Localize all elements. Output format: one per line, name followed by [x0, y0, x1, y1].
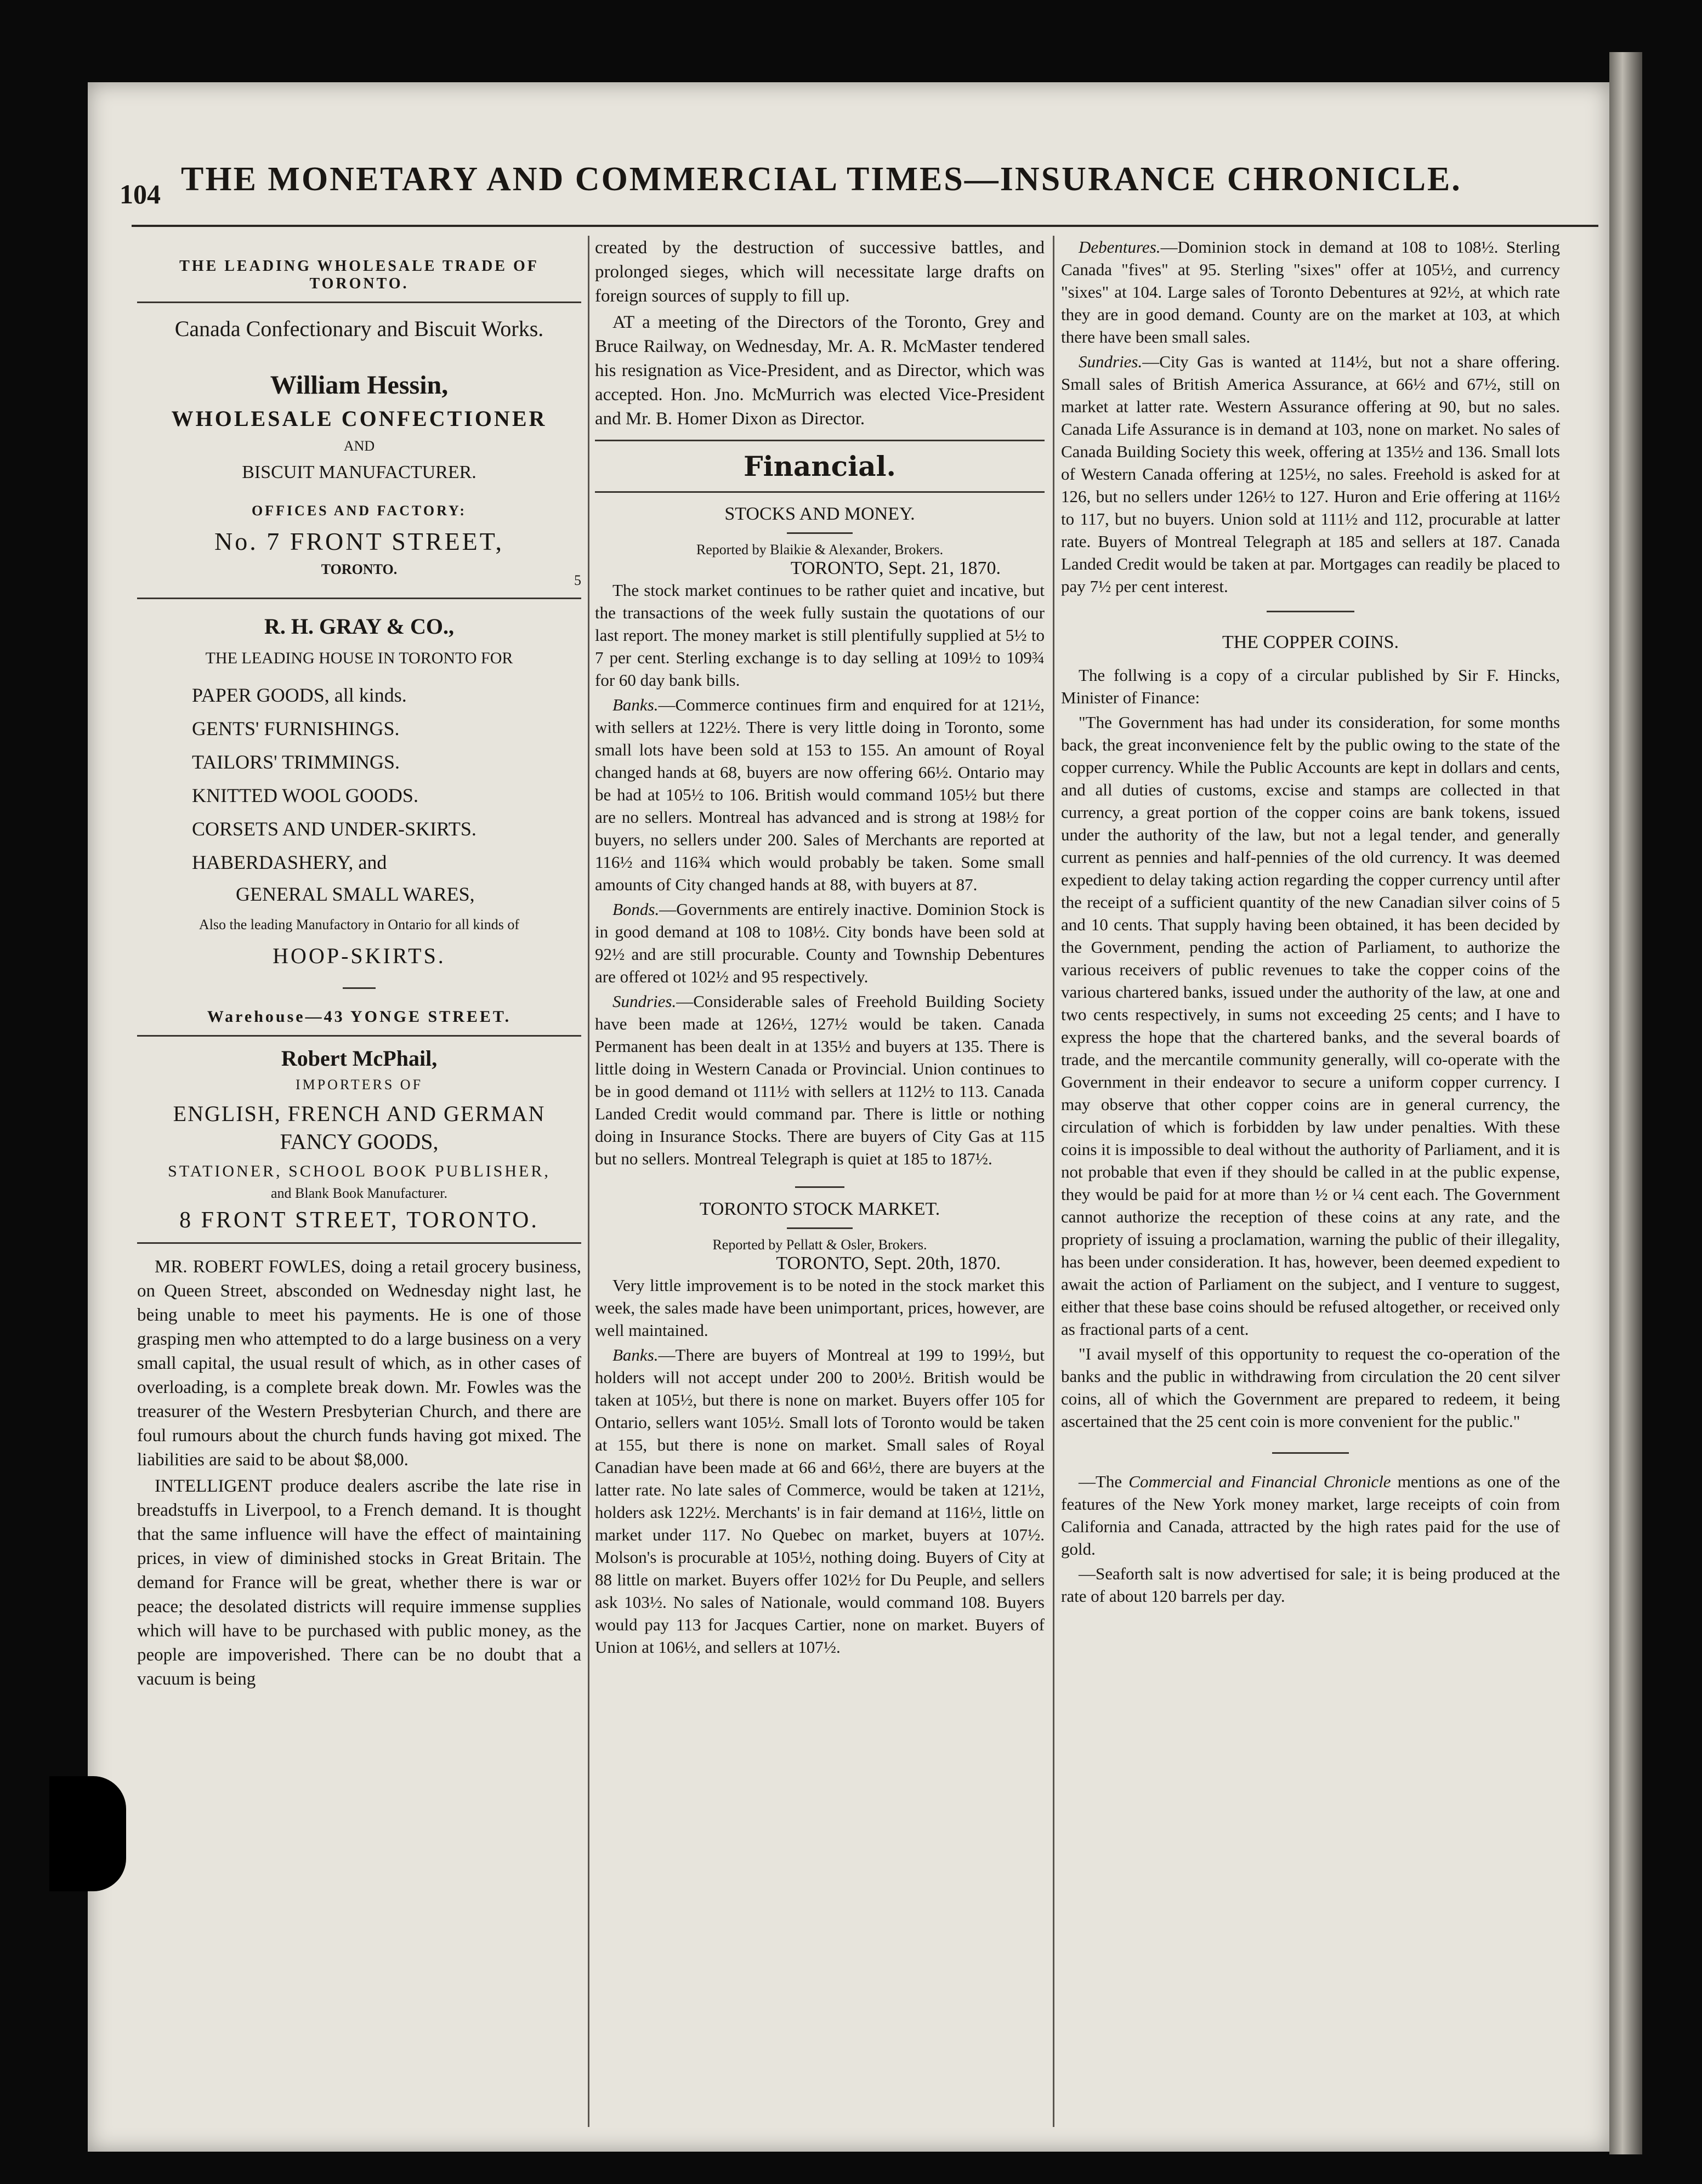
- ad1-works: Canada Confectionary and Biscuit Works.: [174, 316, 544, 341]
- debentures-label: Debentures.: [1079, 237, 1161, 257]
- ad2-subtitle: THE LEADING HOUSE IN TORONTO FOR: [205, 649, 513, 667]
- ad2-item-list: [192, 679, 581, 879]
- page-number: 104: [120, 179, 161, 209]
- column-copper-coins: [1061, 236, 1560, 2127]
- paragraph-railway-meeting: AT a meeting of the Directors of the Toronto, Grey and Bruce Railway, on Wednesday, Mr. A. R. McMaster tendered his resignation as Vice-President, and as Director, which was accepted. Hon. Jno. McMurrich was elected Vice-President and Mr. B. Homer Dixon as Director.: [595, 312, 1045, 429]
- item-fowles: MR. ROBERT FOWLES, doing a retail grocery business, on Queen Street, absconded on Wednesday night last, he being unable to meet his payments. He is one of those grasping men who attempted to do a large business on a very small capital, the usual result of which, as in other cases of overloading, is a complete break down. Mr. Fowles was the treasurer of the Western Presbyterian Church, and there are foul rumours about the church funds having got mixed. The liabilities are said to be about $8,000.: [137, 1257, 581, 1470]
- news-items: [137, 1255, 581, 1691]
- sundries-label: Sundries.: [1079, 352, 1143, 371]
- ad3-importers: IMPORTERS OF: [295, 1077, 423, 1093]
- running-head: THE MONETARY AND COMMERCIAL TIMES—INSURANCE CHRONICLE.: [181, 161, 1462, 198]
- ad2-item: CORSETS AND UNDER-SKIRTS.: [192, 818, 476, 840]
- ad1-city: TORONTO.: [321, 561, 398, 577]
- ad3-line2: FANCY GOODS,: [280, 1129, 439, 1154]
- ad3-address: 8 FRONT STREET, TORONTO.: [179, 1208, 539, 1233]
- copper-circular: "The Government has had under its consideration, for some months back, the great inconvenience felt by the public owing to the state of the copper currency. While the Public Accounts are kept in dollars and cents, and all duties of customs, excise and stamps are collected in that currency, a great portion of the copper coins are bank tokens, issued under the authority of the law, but not a legal tender, and generally current as pennies and half-pennies of the old currency. It was deemed expedient to delay taking action regarding the copper currency until after the receipt of a sufficient quantity of the new Canadian silver coins of 5 and 10 cents. That supply having been obtained, it has been decided by the Government, pending the action of Parliament, to authorize the various receivers of public revenues to take the copper coins of the various chartered banks, issued under the authority of the law, at one and two cents respectively, in sums not exceeding 25 cents; and I have to express the hope that the chartered banks, and the several boards of trade, and the mercantile community generally, will co-operate with the Government in their endeavor to secure a uniform copper currency. I may observe that other copper coins are in general currency, the circulation of which is forbidden by law under penalties. With these coins it is impossible to deal without the authority of Parliament, and it is not probable that even if they should be called in at the public expense, they would be paid for at more than ½ or ¼ cent each. The Government cannot authorize the reception of these coins at any rate, and the propriety of issuing a proclamation, warning the public of their illegality, has been under consideration. It has, however, been deemed expedient to await the action of Parliament on the subject, and I venture to suggest, either that these base coins should be refused altogether, or received only as fractional parts of a cent.: [1061, 713, 1560, 1339]
- column-rule-2: [1053, 236, 1054, 2127]
- tsm-banks-label: Banks.: [612, 1345, 659, 1364]
- sundries: Sundries.—City Gas is wanted at 114½, but not a share offering. Small sales of British America Assurance, at 66½ and 67½, still on market at latter rate. Western Assurance offering at 90, but no sales. Canada Life Assurance is in demand at 103, none on market. No sales of Canada Building Society this week, offering at 135½ and 136. Small lots of Western Canada offering at 125½, no sales. Freehold is asked for at 126, but no sellers under 126½ to 127. Huron and Erie offering at 116½ to 117, but no buyers. Union sold at 111½ and 112, procurable at latter rate. Buyers of Montreal Telegraph at 185 and sellers at 187. Canada Landed Credit would be taken at par. Mortgages can readily be placed to pay 7½ per cent interest.: [1061, 352, 1560, 596]
- ads-banner: THE LEADING WHOLESALE TRADE OF TORONTO.: [179, 258, 539, 292]
- section-title: Financial.: [744, 450, 896, 482]
- ad2-item: TAILORS' TRIMMINGS.: [192, 751, 400, 773]
- ad2-wares: GENERAL SMALL WARES,: [236, 883, 475, 905]
- stocks-title: STOCKS AND MONEY.: [724, 504, 915, 524]
- ad1-number: 5: [574, 572, 581, 588]
- ad2-also: Also the leading Manufactory in Ontario for all kinds of: [198, 917, 520, 932]
- note-chronicle: —The Commercial and Financial Chronicle mentions as one of the features of the New York money market, large receipts of coin from California and Canada, attracted by the high rates paid for the use of gold.: [1061, 1472, 1560, 1559]
- ad3-line3: STATIONER, SCHOOL BOOK PUBLISHER,: [168, 1162, 551, 1180]
- ad1-offices: OFFICES AND FACTORY:: [251, 503, 467, 519]
- ad3-line1: ENGLISH, FRENCH AND GERMAN: [173, 1101, 546, 1126]
- stocks-sundries: Sundries.—Considerable sales of Freehold Building Society have been made at 126½, 127½ would be taken. Canada Permanent has been dealt in at 135½ and buyers at 135. There is little doing in Western Canada or Provincial. Union continues to be in good demand ot 111½ with sellers at 112½ to 113. Canada Landed Credit would command par. There is little or nothing doing in Insurance Stocks. There are buyers of City Gas at 115 but no sellers. Montreal Telegraph is quiet at 185 to 187½.: [595, 992, 1045, 1168]
- column-advertisements: [137, 236, 581, 2127]
- stocks-intro: The stock market continues to be rather quiet and incative, but the transactions of the week fully sustain the quotations of our last report. The money market is still plentifully supplied at 5½ to 7 per cent. Sterling exchange is to day selling at 109½ to 109¾ for 60 day bank bills.: [595, 581, 1045, 690]
- paragraph-continued: created by the destruction of successive battles, and prolonged sieges, which will necessitate large drafts on foreign sources of supply to fill up.: [595, 238, 1045, 306]
- tsm-intro: Very little improvement is to be noted in the stock market this week, the sales made have been unimportant, prices, however, are well maintained.: [595, 1276, 1045, 1340]
- tsm-banks: Banks.—There are buyers of Montreal at 199 to 199½, but holders will not accept under 200 to 200½. British would be taken at 105½, but there is none on market. Buyers offer 105 for Ontario, sellers want 105½. Small lots of Toronto would be taken at 155, but there is none on market. Small sales of Royal Canadian have been made at 66 and 66½, there are buyers at the latter rate. No late sales of Commerce, would be taken at 121½, holders ask 122½. Merchants' is in fair demand at 116½, little on market under 117. No Quebec on market, buyers at 107½. Molson's is procurable at 105½, nothing doing. Buyers of City at 88 little on market. Buyers offer 102½ for Du Peuple, and sellers ask 103½. No sales of Nationale, would command 108. Buyers would pay 113 for Jacques Cartier, none on market. Buyers of Union at 106½, and sellers at 107½.: [595, 1345, 1045, 1657]
- ad2-name: R. H. GRAY & CO.,: [264, 614, 454, 639]
- ad2-item: GENTS' FURNISHINGS.: [192, 718, 400, 740]
- column-financial: [595, 236, 1045, 2127]
- stocks-date: TORONTO, Sept. 21, 1870.: [790, 558, 1001, 578]
- copper-title: THE COPPER COINS.: [1222, 632, 1399, 652]
- ad2-item: PAPER GOODS, all kinds.: [192, 684, 407, 706]
- stocks-bonds-label: Bonds.: [612, 900, 660, 919]
- debentures: Debentures.—Dominion stock in demand at 108 to 108½. Sterling Canada "fives" at 95. Sterling "sixes" offer at 105½, and currency "sixes" at 104. Large sales of Toronto Debentures at 92½, at which rate they are in good demand. County are on the market at 103, at which there have been small sales.: [1061, 237, 1560, 346]
- ad1-name: William Hessin,: [270, 371, 449, 400]
- stocks-reported: Reported by Blaikie & Alexander, Brokers.: [696, 542, 944, 558]
- item-breadstuffs: INTELLIGENT produce dealers ascribe the late rise in breadstuffs in Liverpool, to a French demand. It is thought that the same influence will have the effect of maintaining prices, in view of diminished stocks in Great Britain. The demand for France will be great, whether there is war or peace; the desolated districts will require immense supplies which will have to be purchased with public money, as the people are impoverished. There can be no doubt that a vacuum is being: [137, 1476, 581, 1689]
- ad1-and: AND: [343, 438, 375, 454]
- scanner-clip: [49, 1776, 126, 1891]
- tsm-reported: Reported by Pellatt & Osler, Brokers.: [712, 1237, 927, 1253]
- ad3-name: Robert McPhail,: [281, 1046, 438, 1071]
- ad3-line4: and Blank Book Manufacturer.: [270, 1185, 448, 1201]
- ad2-warehouse: Warehouse—43 YONGE STREET.: [207, 1008, 512, 1026]
- header-rule: [132, 225, 1598, 227]
- copper-circular-end: "I avail myself of this opportunity to request the co-operation of the banks and the public in withdrawing from circulation the 20 cent silver coins, all of which the Government are prepared to redeem, it being ascertained that the 25 cent coin is more convenient for the public.": [1061, 1344, 1560, 1431]
- tsm-date: TORONTO, Sept. 20th, 1870.: [776, 1253, 1001, 1273]
- copper-intro: The follwing is a copy of a circular published by Sir F. Hincks, Minister of Finance:: [1061, 666, 1560, 707]
- stocks-bonds: Bonds.—Governments are entirely inactive. Dominion Stock is in good demand at 108 to 108½. City bonds have been sold at 92½ and are still procurable. County and Township Debentures are offered ot 102½ and 95 respectively.: [595, 900, 1045, 986]
- ad2-hoop: HOOP-SKIRTS.: [273, 943, 446, 968]
- ad1-line1: WHOLESALE CONFECTIONER: [171, 406, 547, 431]
- ad1-address: No. 7 FRONT STREET,: [214, 527, 504, 555]
- tsm-title: TORONTO STOCK MARKET.: [699, 1199, 940, 1219]
- stocks-banks: Banks.—Commerce continues firm and enquired for at 121½, with sellers at 122½. There is very little doing in Toronto, some small lots have been sold at 153 to 155. An amount of Royal changed hands at 68, buyers are now offering 66½. Ontario may be had at 105½ to 106. British would command 105½ but there are no sellers. Montreal has advanced and is strong at 198½ for buyers, no sellers under 200. Sales of Merchants are reported at 116½ and 116¾ which would probably be taken. Some small amounts of City changed hands at 88, with buyers at 87.: [595, 695, 1045, 894]
- stocks-banks-label: Banks.: [612, 695, 659, 714]
- note-seaforth-salt: —Seaforth salt is now advertised for sale; it is being produced at the rate of about 120 barrels per day.: [1061, 1564, 1560, 1606]
- ad1-line2: BISCUIT MANUFACTURER.: [242, 462, 476, 482]
- page-edge: [1609, 52, 1642, 2154]
- ad2-item: KNITTED WOOL GOODS.: [192, 784, 418, 806]
- ad2-item: HABERDASHERY, and: [192, 851, 387, 873]
- column-rule-1: [588, 236, 589, 2127]
- stocks-sundries-label: Sundries.: [612, 992, 677, 1011]
